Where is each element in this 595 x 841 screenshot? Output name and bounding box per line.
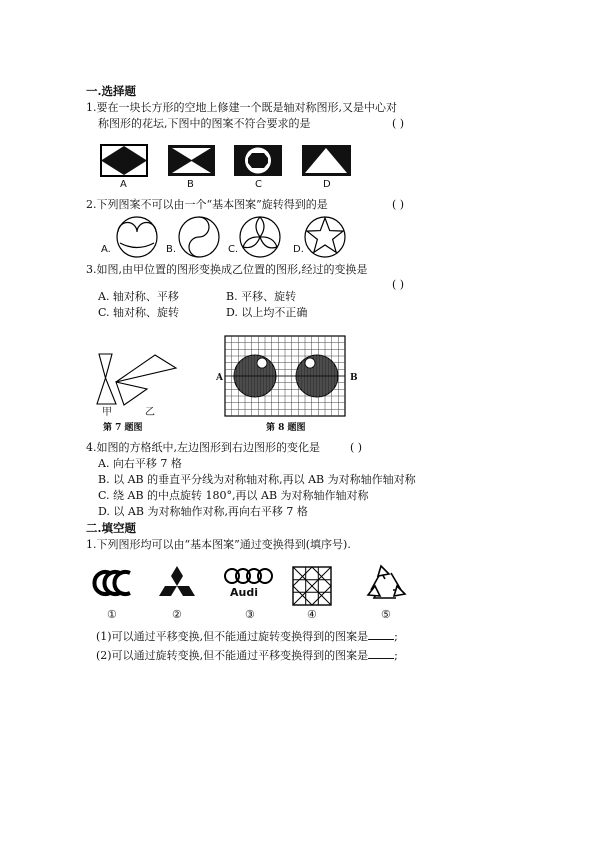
f1-num-3: ③: [245, 608, 255, 621]
fig7-label-yi: 乙: [145, 407, 155, 418]
f1-sub1-text: (1)可以通过平移变换,但不能通过旋转变换得到的图案是: [96, 630, 369, 643]
f1-num-1: ①: [107, 608, 117, 621]
q4-line: 4.如图的方格纸中,左边图形到右边图形的变化是: [86, 441, 320, 454]
fig8-caption: 第 8 题图: [266, 423, 306, 433]
q2-answer-paren: ( ): [392, 198, 405, 211]
q3-option-a: A. 轴对称、平移: [98, 290, 179, 303]
q1-line1: 1.要在一块长方形的空地上修建一个既是轴对称图形,又是中心对: [86, 101, 397, 114]
q2-label-b: B.: [166, 244, 177, 255]
q1-label-c: C: [255, 179, 262, 190]
q2-label-d: D.: [293, 244, 304, 255]
fig8-label-a: A: [216, 373, 223, 383]
f1-logo-3-text: Audi: [230, 586, 258, 599]
q3-answer-paren: ( ): [392, 278, 405, 291]
f1-num-4: ④: [307, 608, 317, 621]
q1-line2: 称图形的花坛,下图中的图案不符合要求的是: [98, 117, 311, 130]
f1-sub2-blank[interactable]: [368, 648, 394, 659]
f1-sub1-blank[interactable]: [368, 629, 394, 640]
q1-label-a: A: [120, 179, 127, 190]
f1-logo-4-square-pattern-icon: [293, 567, 331, 605]
fig7-label-jia: 甲: [102, 407, 112, 418]
f1-sub1-end: ;: [394, 630, 398, 643]
q4-option-d: D. 以 AB 为对称轴作对称,再向右平移 7 格: [98, 505, 308, 518]
q4-option-b: B. 以 AB 的垂直平分线为对称轴对称,再以 AB 为对称轴作轴对称: [98, 473, 416, 486]
q2-label-a: A.: [101, 244, 111, 255]
q2-line: 2.下列图案不可以由一个“基本图案”旋转得到的是: [86, 198, 328, 211]
q4-option-c: C. 绕 AB 的中点旋转 180°,再以 AB 为对称轴作轴对称: [98, 489, 369, 502]
q1-label-b: B: [187, 179, 194, 190]
q4-answer-paren: ( ): [350, 441, 363, 454]
f1-logo-2-three-diamonds-icon: [159, 566, 195, 596]
fig7-caption: 第 7 题图: [103, 423, 143, 433]
f1-num-5: ⑤: [381, 608, 391, 621]
f1-sub2: [96, 648, 398, 663]
q3-line: 3.如图,由甲位置的图形变换成乙位置的图形,经过的变换是: [86, 263, 368, 276]
f1-sub2-end: ;: [394, 649, 398, 662]
section-title-choice: 一.选择题: [86, 84, 137, 98]
q1-label-d: D: [323, 179, 331, 190]
f1-sub1: [96, 629, 398, 644]
f1-num-2: ②: [172, 608, 182, 621]
q3-option-d: D. 以上均不正确: [226, 306, 308, 319]
section-title-fill: 二.填空题: [86, 521, 137, 535]
q1-answer-paren: ( ): [392, 117, 405, 130]
q2-label-c: C.: [228, 244, 239, 255]
f1-line: 1.下列图形均可以由“基本图案”通过变换得到(填序号).: [86, 538, 351, 551]
f1-logo-1-ccc-icon: [94, 572, 130, 594]
q3-option-b: B. 平移、旋转: [226, 290, 297, 303]
q4-option-a: A. 向右平移 7 格: [98, 457, 182, 470]
fig8-label-b: B: [350, 373, 358, 383]
f1-sub2-text: (2)可以通过旋转变换,但不能通过平移变换得到的图案是: [96, 649, 369, 662]
f1-logo-3-rings-icon: [225, 569, 272, 583]
f1-logo-5-recycle-icon: [368, 566, 405, 598]
q3-option-c: C. 轴对称、旋转: [98, 306, 180, 319]
